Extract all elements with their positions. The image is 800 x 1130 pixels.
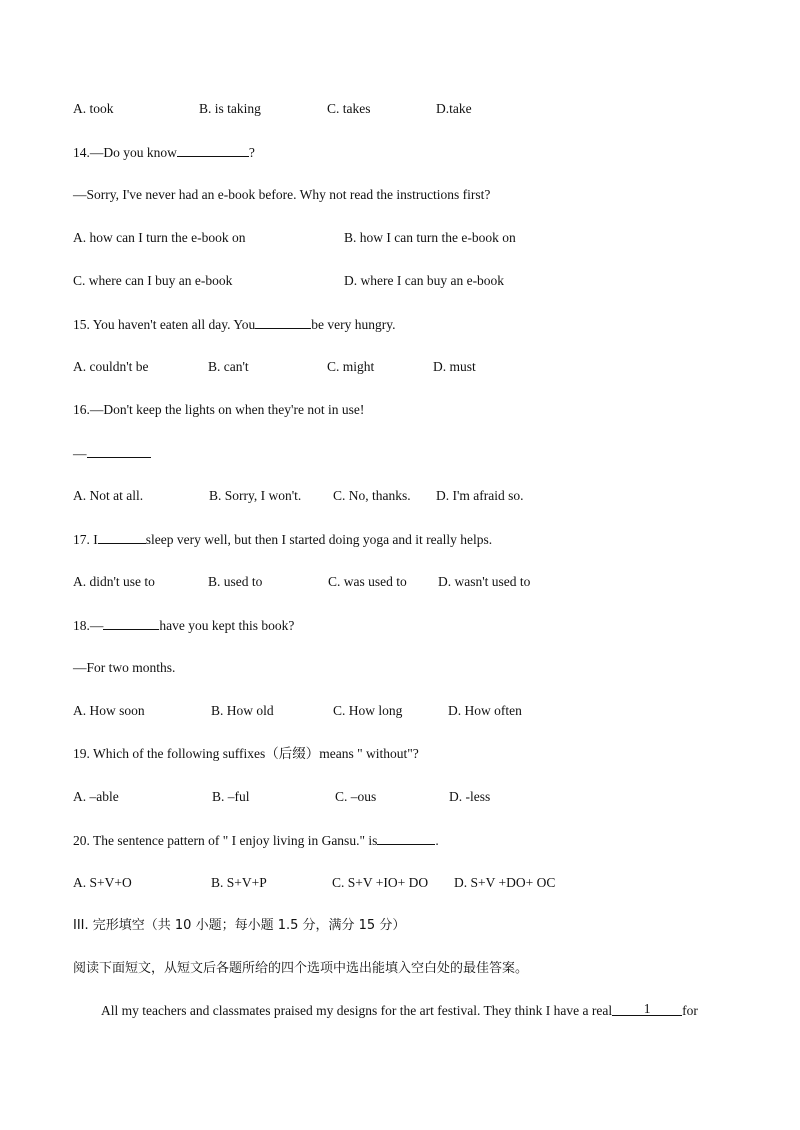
passage-blank-number: 1 — [643, 1001, 651, 1016]
q15-option-b: B. can't — [208, 359, 249, 374]
q15-stem — [73, 316, 396, 333]
q19-option-c: C. –ous — [335, 789, 377, 804]
q16-reply — [73, 445, 151, 462]
q20-option-b: B. S+V+P — [211, 875, 267, 890]
q17-option-c: C. was used to — [328, 574, 407, 589]
q16-option-c: C. No, thanks. — [333, 488, 411, 503]
q20-option-d: D. S+V +DO+ OC — [454, 875, 556, 890]
section-heading: III. 完形填空（共 10 小题；每小题 1.5 分，满分 15 分） — [73, 918, 406, 933]
q14-option-a: A. how can I turn the e-book on — [73, 230, 246, 245]
q18-blank — [103, 617, 159, 630]
q16-option-b: B. Sorry, I won't. — [209, 488, 302, 503]
q15-option-a: A. couldn't be — [73, 359, 149, 374]
q18-stem-end: have you kept this book? — [159, 618, 295, 633]
q18-stem — [73, 617, 294, 634]
q15-blank — [255, 316, 311, 329]
q20-stem — [73, 832, 439, 849]
q13-option-d: D.take — [436, 101, 472, 116]
q14-reply: —Sorry, I've never had an e-book before. Why not read the instructions first? — [73, 187, 491, 202]
q14-option-b: B. how I can turn the e-book on — [344, 230, 516, 245]
q15-stem-text: 15. You haven't eaten all day. You — [73, 317, 256, 332]
q17-stem-end: sleep very well, but then I started doing yoga and it really helps. — [145, 532, 493, 547]
q20-stem-text: 20. The sentence pattern of " I enjoy living in Gansu." is — [73, 833, 378, 848]
q19-option-a: A. –able — [73, 789, 119, 804]
q19-option-d: D. -less — [449, 789, 491, 804]
q17-stem-text: 17. I — [73, 532, 98, 547]
q18-option-d: D. How often — [448, 703, 522, 718]
q18-option-a: A. How soon — [73, 703, 145, 718]
q20-stem-end: . — [435, 833, 439, 848]
passage-blank-1 — [612, 1003, 682, 1016]
q18-stem-text: 18.— — [73, 618, 104, 633]
section-instruction: 阅读下面短文，从短文后各题所给的四个选项中选出能填入空白处的最佳答案。 — [73, 961, 529, 976]
q20-blank — [377, 832, 435, 845]
q15-stem-end: be very hungry. — [311, 317, 396, 332]
q19-stem: 19. Which of the following suffixes（后缀）means " without"? — [73, 746, 419, 761]
q13-option-a: A. took — [73, 101, 114, 116]
q20-option-a: A. S+V+O — [73, 875, 132, 890]
passage-text: All my teachers and classmates praised my designs for the art festival. They think I have a real — [101, 1003, 613, 1018]
q17-option-b: B. used to — [208, 574, 263, 589]
q14-option-d: D. where I can buy an e-book — [344, 273, 505, 288]
q17-blank — [98, 531, 146, 544]
passage-line — [101, 1003, 698, 1019]
passage-text-end: for — [682, 1003, 698, 1018]
q17-option-a: A. didn't use to — [73, 574, 155, 589]
q14-stem-end: ? — [248, 145, 255, 160]
q14-stem-text: 14.—Do you know — [73, 145, 177, 160]
q16-blank — [87, 445, 151, 458]
q18-reply: —For two months. — [73, 660, 176, 675]
q14-stem — [73, 144, 255, 161]
q14-blank — [177, 144, 249, 157]
q16-option-a: A. Not at all. — [73, 488, 144, 503]
q16-stem: 16.—Don't keep the lights on when they're not in use! — [73, 402, 365, 417]
q17-stem — [73, 531, 492, 548]
q13-option-c: C. takes — [327, 101, 371, 116]
q20-option-c: C. S+V +IO+ DO — [332, 875, 429, 890]
q14-option-c: C. where can I buy an e-book — [73, 273, 233, 288]
q18-option-c: C. How long — [333, 703, 403, 718]
q16-option-d: D. I'm afraid so. — [436, 488, 524, 503]
q15-option-d: D. must — [433, 359, 476, 374]
q13-option-b: B. is taking — [199, 101, 261, 116]
q15-option-c: C. might — [327, 359, 375, 374]
q16-reply-dash: — — [73, 446, 87, 461]
q17-option-d: D. wasn't used to — [438, 574, 531, 589]
q18-option-b: B. How old — [211, 703, 274, 718]
q19-option-b: B. –ful — [212, 789, 250, 804]
